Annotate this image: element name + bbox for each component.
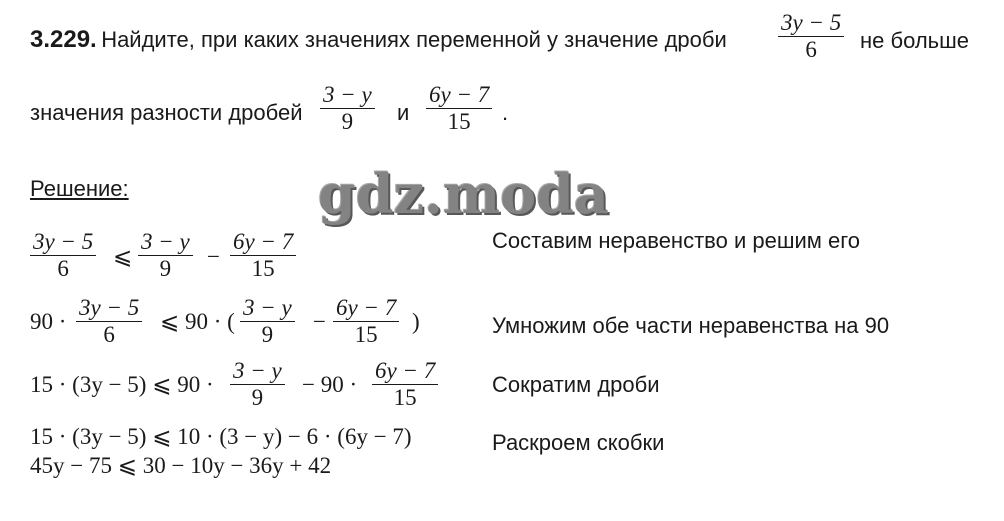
fraction-denominator: 15 bbox=[447, 109, 471, 135]
fraction-main bbox=[778, 10, 844, 63]
problem-statement-line1 bbox=[30, 26, 727, 54]
fraction-b bbox=[426, 82, 492, 135]
fraction-a bbox=[320, 82, 375, 135]
step1-fraction-2 bbox=[138, 229, 193, 282]
problem-text-2: не больше bbox=[860, 28, 970, 53]
fraction-denominator: 15 bbox=[354, 322, 378, 348]
le-sign: ⩽ bbox=[113, 244, 133, 269]
solution-heading: Решение: bbox=[30, 176, 129, 201]
step1-fraction-1 bbox=[30, 229, 96, 282]
minus-sign: − bbox=[207, 244, 220, 269]
step4-comment: Раскроем скобки bbox=[492, 430, 665, 455]
fraction-numerator: 3 − y bbox=[243, 295, 292, 320]
fraction-denominator: 6 bbox=[805, 37, 817, 63]
step3-fraction-1 bbox=[230, 358, 285, 411]
step2-prefix: 90 · bbox=[30, 309, 67, 334]
fraction-numerator: 6y − 7 bbox=[233, 229, 294, 254]
problem-text-1: Найдите, при каких значениях переменной y значение дроби bbox=[101, 27, 727, 52]
fraction-numerator: 6y − 7 bbox=[336, 295, 397, 320]
period: . bbox=[502, 100, 509, 125]
fraction-numerator: 3 − y bbox=[141, 229, 190, 254]
fraction-numerator: 3 − y bbox=[323, 82, 372, 107]
fraction-denominator: 6 bbox=[57, 256, 69, 282]
problem-number: 3.229. bbox=[30, 26, 97, 53]
step3-prefix: 15 · (3y − 5) ⩽ 90 · bbox=[30, 372, 214, 397]
fraction-denominator: 9 bbox=[261, 322, 274, 348]
step2-le-90: ⩽ 90 · ( bbox=[160, 309, 235, 334]
conjunction: и bbox=[397, 100, 410, 125]
step4-expression: 15 · (3y − 5) ⩽ 10 · (3 − y) − 6 · (6y − 7) bbox=[30, 424, 412, 449]
fraction-numerator: 3y − 5 bbox=[781, 10, 842, 35]
step3-comment: Сократим дроби bbox=[492, 372, 660, 397]
minus-sign: − bbox=[313, 309, 326, 334]
fraction-numerator: 6y − 7 bbox=[375, 358, 436, 383]
problem-text-3: значения разности дробей bbox=[30, 100, 303, 125]
close-paren: ) bbox=[412, 309, 420, 334]
watermark-logo: gdz.moda bbox=[318, 162, 609, 226]
step3-fraction-2 bbox=[372, 358, 438, 411]
fraction-numerator: 3 − y bbox=[233, 358, 282, 383]
step1-fraction-3 bbox=[230, 229, 296, 282]
fraction-denominator: 15 bbox=[251, 256, 275, 282]
step1-comment: Составим неравенство и решим его bbox=[492, 228, 861, 253]
step2-fraction-3 bbox=[333, 295, 399, 348]
fraction-numerator: 3y − 5 bbox=[33, 229, 94, 254]
fraction-denominator: 9 bbox=[251, 385, 264, 411]
step5-expression: 45y − 75 ⩽ 30 − 10y − 36y + 42 bbox=[30, 453, 332, 478]
step2-comment: Умножим обе части неравенства на 90 bbox=[492, 313, 890, 338]
fraction-denominator: 9 bbox=[341, 109, 354, 135]
fraction-numerator: 6y − 7 bbox=[429, 82, 490, 107]
fraction-numerator: 3y − 5 bbox=[79, 295, 140, 320]
fraction-denominator: 9 bbox=[159, 256, 172, 282]
fraction-denominator: 6 bbox=[103, 322, 115, 348]
fraction-denominator: 15 bbox=[393, 385, 417, 411]
step3-mid: − 90 · bbox=[302, 372, 358, 397]
step2-fraction-1 bbox=[76, 295, 142, 348]
step2-fraction-2 bbox=[240, 295, 295, 348]
